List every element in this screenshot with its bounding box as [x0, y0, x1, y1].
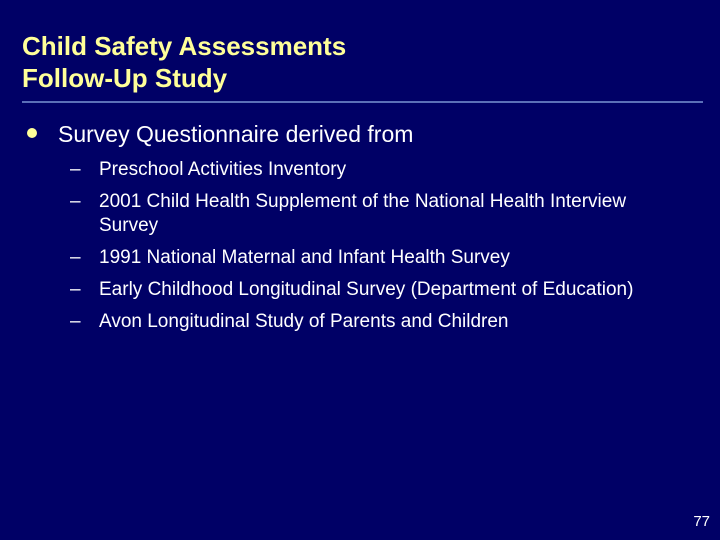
dash-icon: – [70, 311, 81, 332]
sub-bullet-item [70, 190, 679, 238]
slide-title-line-1: Child Safety Assessments [22, 31, 347, 61]
sub-bullet-item [70, 278, 679, 302]
main-bullet-text: Survey Questionnaire derived from [58, 121, 414, 147]
title-divider [22, 101, 703, 103]
dash-icon: – [70, 247, 81, 268]
slide-title [22, 30, 346, 94]
page-number: 77 [693, 513, 710, 530]
dash-icon: – [70, 159, 81, 180]
sub-bullet-text: Avon Longitudinal Study of Parents and Children [99, 311, 509, 332]
sub-bullet-text: 1991 National Maternal and Infant Health Survey [99, 247, 510, 268]
main-bullet [27, 118, 413, 150]
sub-bullet-text: Early Childhood Longitudinal Survey (Department of Education) [99, 279, 634, 300]
sub-bullet-item [70, 246, 679, 270]
sub-bullet-text: Preschool Activities Inventory [99, 159, 347, 180]
sub-bullet-text: 2001 Child Health Supplement of the National Health Interview Survey [99, 191, 627, 236]
slide-title-line-2: Follow-Up Study [22, 63, 228, 93]
sub-bullet-item [70, 310, 679, 334]
sub-bullet-item [70, 158, 679, 182]
sub-bullet-list [70, 158, 679, 342]
dash-icon: – [70, 279, 81, 300]
dash-icon: – [70, 191, 81, 212]
bullet-dot-icon [27, 128, 37, 138]
